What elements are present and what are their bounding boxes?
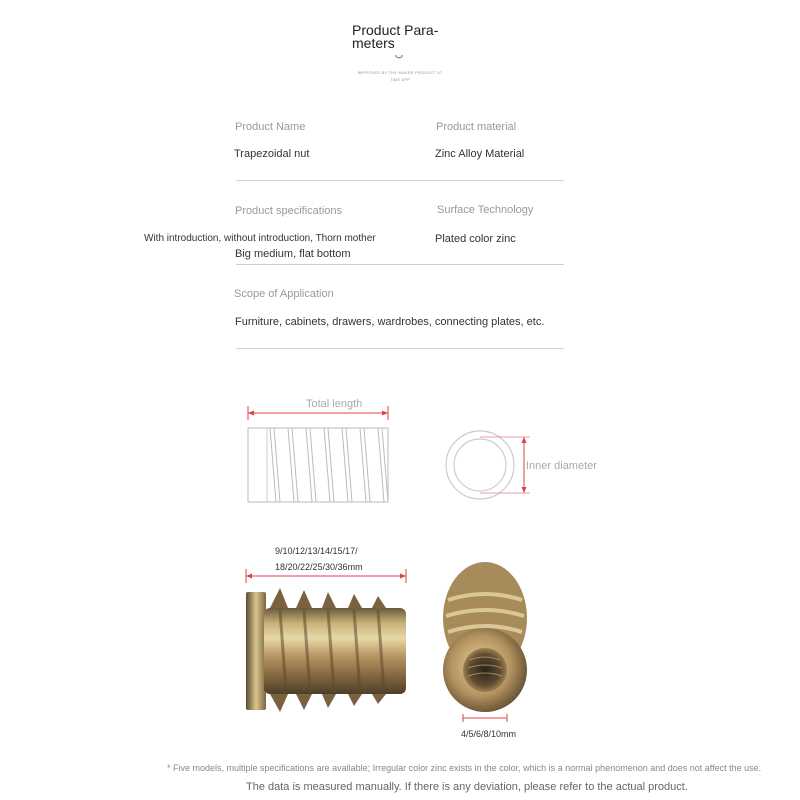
product-side-photo (240, 566, 412, 716)
product-spec-label: Product specifications (235, 205, 342, 217)
arrow-head-right (382, 411, 388, 416)
side-view-diagram (240, 400, 400, 510)
length-sizes-line-2: 18/20/22/25/30/36mm (275, 562, 363, 572)
surface-tech-value: Plated color zinc (435, 233, 516, 245)
product-name-label: Product Name (235, 121, 306, 133)
outer-ring (446, 431, 514, 499)
diameter-sizes: 4/5/6/8/10mm (461, 729, 517, 739)
arrow-head-bottom (522, 487, 527, 493)
end-view-diagram (440, 425, 540, 505)
total-length-label: Total length (306, 398, 363, 410)
footer-disclaimer: The data is measured manually. If there is any deviation, please refer to the actual product. (246, 781, 688, 793)
product-material-label: Product material (436, 121, 517, 133)
flange (246, 592, 266, 710)
title-line-2: meters (352, 35, 395, 51)
title-line-1: Product Para- (352, 22, 439, 38)
surface-tech-label: Surface Technology (437, 204, 534, 216)
product-end-photo (440, 560, 530, 735)
product-spec-value-line-2: Big medium, flat bottom (235, 248, 351, 260)
product-material-value: Zinc Alloy Material (435, 148, 525, 160)
thread-lines (270, 428, 388, 502)
arrow-head-top (522, 437, 527, 443)
title-subtitle (350, 69, 450, 83)
scope-value: Furniture, cabinets, drawers, wardrobes, connecting plates, etc. (235, 316, 545, 328)
subtitle-line-2: TIME APP (389, 77, 411, 82)
inner-ring (454, 439, 506, 491)
inner-diameter-label: Inner diameter (526, 460, 597, 472)
footer-note: * Five models, multiple specifications are available; Irregular color zinc exists in the color, which is a normal phenomenon and does not affect the use. (167, 763, 762, 773)
arrow-head-left (248, 411, 254, 416)
divider (236, 264, 564, 265)
product-name-value: Trapezoidal nut (234, 148, 310, 160)
divider (236, 348, 564, 349)
scope-label: Scope of Application (234, 288, 334, 300)
product-spec-value-line-1: With introduction, without introduction, Thorn mother (144, 233, 376, 244)
arrow-head-left (246, 574, 252, 579)
page-title (352, 24, 462, 50)
length-sizes-line-1: 9/10/12/13/14/15/17/ (275, 546, 358, 556)
title-arc-icon (394, 52, 404, 62)
threaded-hole (463, 648, 507, 692)
divider (236, 180, 564, 181)
subtitle-line-1: IMPROVED BY THE MAKER PRODUCT AT (357, 70, 443, 75)
arrow-head-right (400, 574, 406, 579)
